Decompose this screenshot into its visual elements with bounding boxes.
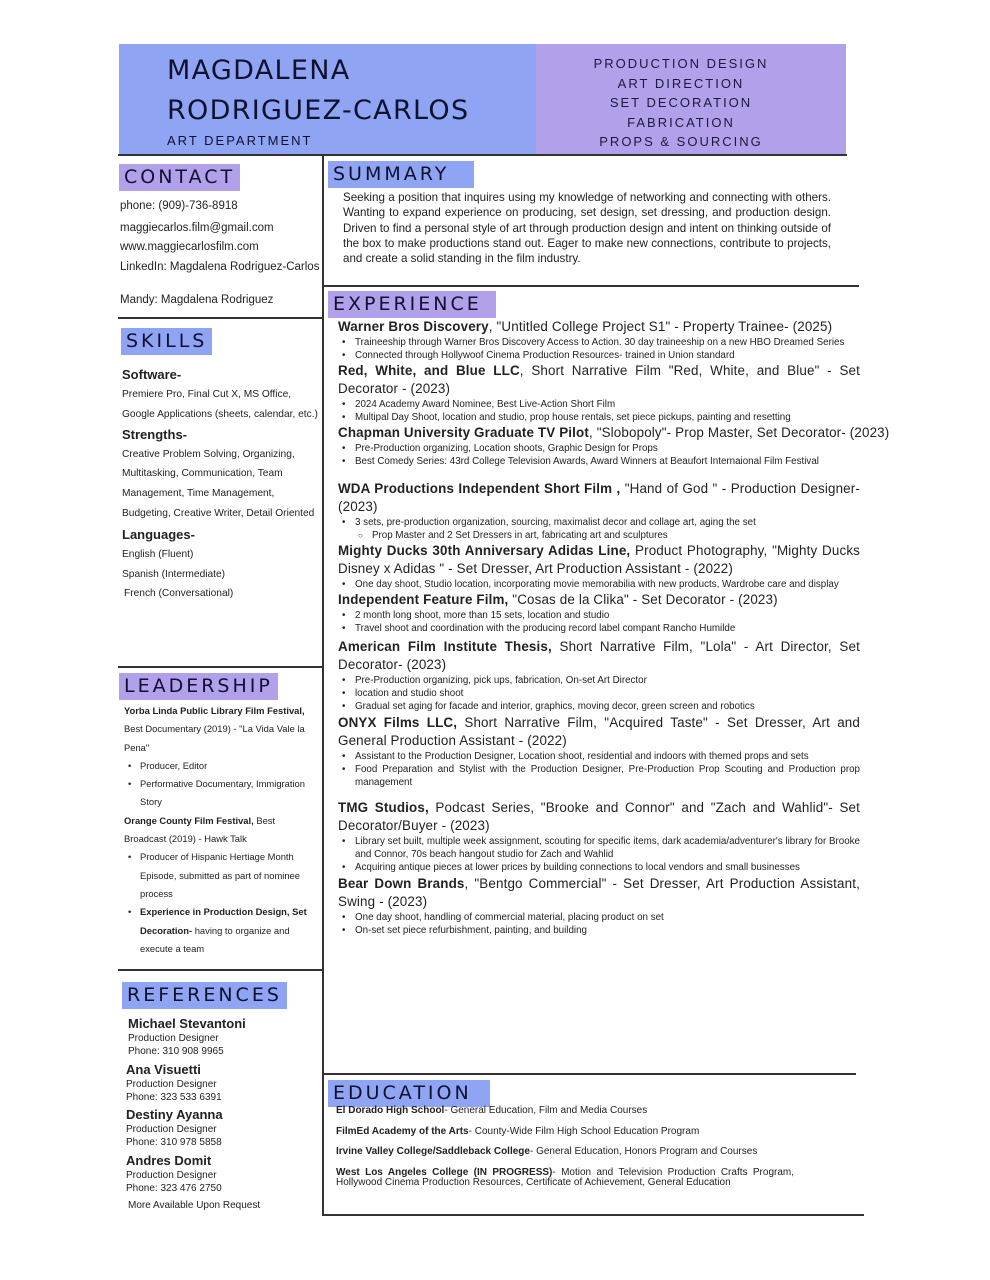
job-title: WDA Productions Independent Short Film , "Hand of God " - Production Designer- (2023) [338, 481, 860, 514]
experience-heading: EXPERIENCE [328, 291, 496, 318]
job-title: Chapman University Graduate TV Pilot, "Slobopoly"- Prop Master, Set Decorator- (2023) [338, 425, 890, 440]
role-item: PROPS & SOURCING [599, 134, 763, 150]
strengths-heading: Strengths- [122, 426, 187, 442]
job-bullet: • location and studio shoot [338, 687, 860, 700]
leadership-entry: Yorba Linda Public Library Film Festival, Best Documentary (2019) - "La Vida Vale la Pena" [124, 705, 305, 753]
bottom-divider [322, 1214, 864, 1216]
experience-section [338, 318, 890, 937]
department-label: ART DEPARTMENT [167, 133, 313, 148]
education-entry: El Dorado High School- General Education, Film and Media Courses [336, 1105, 648, 1116]
contact-divider [118, 317, 324, 319]
job-sub-bullet: ○ Prop Master and 2 Set Dressers in art, fabricating art and sculptures [338, 529, 860, 542]
leadership-divider [118, 969, 324, 971]
job-title: Red, White, and Blue LLC, Short Narrative Film "Red, White, and Blue" - Set Decorator - (2023) [338, 363, 860, 396]
leadership-bullet: • Experience in Production Design, Set Decoration- having to organize and execute a team [124, 903, 314, 958]
job-title: Warner Bros Discovery, "Untitled College Project S1" - Property Trainee- (2025) [338, 319, 833, 334]
column-divider [322, 154, 324, 1216]
strengths-text: Creative Problem Solving, Organizing, Multitasking, Communication, Team Management, Time Management, Budgeting, Creative Writer, Detail Oriented [122, 448, 315, 519]
language-item: French (Conversational) [124, 588, 234, 600]
name-last: RODRIGUEZ-CARLOS [167, 95, 470, 126]
reference-entry: Michael Stevantoni Production Designer Phone: 310 908 9965 [128, 1016, 246, 1057]
leadership-bullet: • Producer of Hispanic Hertiage Month Episode, submitted as part of nominee process [124, 848, 314, 903]
reference-entry: Destiny Ayanna Production Designer Phone: 310 978 5858 [126, 1107, 223, 1148]
summary-text: Seeking a position that inquires using my knowledge of networking and connecting with others. Wanting to expand experience on producing, set design, set dressing, and production design. Driven to find a personal style of art through production design and intent on thinking outside of the box to make productions stand out. Eager to make new connections, contribute to projects, and create a solid standing in the film industry. [343, 191, 831, 266]
leadership-section [124, 702, 314, 958]
job-bullet: • Travel shoot and coordination with the producing record label compant Rancho Humilde [338, 622, 860, 635]
languages-heading: Languages- [122, 526, 195, 542]
references-more: More Available Upon Request [128, 1200, 261, 1211]
job-bullet: • Pre-Production organizing, pick ups, fabrication, On-set Art Director [338, 674, 860, 687]
header-name-block [119, 44, 536, 154]
leadership-entry: Orange County Film Festival, Best Broadcast (2019) - Hawk Talk [124, 814, 276, 845]
contact-linkedin[interactable]: LinkedIn: Magdalena Rodriguez-Carlos [120, 261, 320, 273]
job-bullet: • Best Comedy Series: 43rd College Television Awards, Award Winners at Beaufort Internaional Film Festival [338, 455, 898, 468]
job-bullet: • Gradual set aging for facade and interior, graphics, moving decor, green screen and robotics [338, 700, 860, 713]
role-item: SET DECORATION [609, 95, 753, 111]
job-bullet: • 3 sets, pre-production organization, sourcing, maximalist decor and collage art, aging the set [338, 516, 860, 529]
job-bullet: • Multipal Day Shoot, location and studio, prop house rentals, set piece pickups, painting and resetting [338, 411, 860, 424]
summary-divider [324, 285, 859, 287]
job-bullet: • Library set built, multiple week assignment, scouting for specific items, dark academia/adventurer's library for Brooke and Connor, 70s beach hangout studio for Zach and Wahlid [338, 835, 860, 861]
job-title: ONYX Films LLC, Short Narrative Film, "Acquired Taste" - Set Dresser, Art and General Production Assistant - (2022) [338, 715, 860, 748]
job-bullet: • Acquiring antique pieces at lower prices by building connections to local vendors and small businesses [338, 861, 860, 874]
job-bullet: • 2 month long shoot, more than 15 sets, location and studio [338, 609, 860, 622]
leadership-heading: LEADERSHIP [119, 673, 278, 700]
reference-entry: Andres Domit Production Designer Phone: 323 476 2750 [126, 1153, 222, 1194]
job-title: Bear Down Brands, "Bentgo Commercial" - Set Dresser, Art Production Assistant, Swing - (2023) [338, 876, 860, 909]
language-item: English (Fluent) [122, 548, 194, 560]
contact-mandy[interactable]: Mandy: Magdalena Rodriguez [120, 294, 274, 306]
header-divider [118, 154, 847, 156]
language-item: Spanish (Intermediate) [122, 568, 226, 580]
role-item: ART DIRECTION [617, 75, 745, 91]
education-heading: EDUCATION [328, 1080, 490, 1107]
software-text: Premiere Pro, Final Cut X, MS Office, Google Applications (sheets, calendar, etc.) [122, 389, 318, 420]
role-item: FABRICATION [627, 114, 735, 130]
job-bullet: • Connected through Hollywoof Cinema Production Resources- trained in Union standard [338, 349, 860, 362]
job-bullet: • One day shoot, Studio location, incorporating movie memorabilia with new products, Wardrobe care and display [338, 578, 860, 591]
skills-section [122, 362, 322, 604]
job-title: TMG Studios, Podcast Series, "Brooke and Connor" and "Zach and Wahlid"- Set Decorator/Buyer - (2023) [338, 800, 861, 833]
education-entry: West Los Angeles College (IN PROGRESS)- Motion and Television Production Crafts Program, Hollywood Cinema Production Resources, Certificate of Achievement, General Education [336, 1166, 795, 1188]
job-bullet: • On-set set piece refurbishment, painting, and building [338, 924, 860, 937]
skills-heading: SKILLS [121, 328, 212, 355]
reference-entry: Ana Visuetti Production Designer Phone: 323 533 6391 [126, 1062, 222, 1103]
skills-divider [118, 666, 324, 668]
summary-heading: SUMMARY [328, 161, 474, 188]
roles-list [536, 54, 826, 152]
job-bullet: • One day shoot, handling of commercial material, placing product on set [338, 911, 860, 924]
leadership-bullet: • Performative Documentary, Immigration Story [124, 775, 314, 812]
role-item: PRODUCTION DESIGN [593, 56, 769, 71]
education-entry: FilmEd Academy of the Arts- County-Wide Film High School Education Program [336, 1125, 700, 1137]
contact-website[interactable]: www.maggiecarlosfilm.com [120, 241, 259, 253]
education-entry: Irvine Valley College/Saddleback College- General Education, Honors Program and Courses [336, 1146, 758, 1157]
name-first: MAGDALENA [167, 55, 351, 86]
leadership-bullet: • Producer, Editor [124, 757, 314, 775]
job-title: American Film Institute Thesis, Short Narrative Film, "Lola" - Art Director, Set Decorator- (2023) [338, 639, 860, 672]
job-bullet: • Food Preparation and Stylist with the Production Designer, Pre-Production Prop Scouting and Production prop management [338, 763, 860, 789]
contact-email[interactable]: maggiecarlos.film@gmail.com [120, 222, 274, 234]
experience-divider [324, 1073, 856, 1075]
contact-phone: phone: (909)-736-8918 [120, 200, 238, 212]
contact-heading: CONTACT [119, 164, 240, 191]
job-bullet: • Pre-Production organizing, Location shoots, Graphic Design for Props [338, 442, 860, 455]
header-roles-block [536, 44, 846, 154]
job-title: Mighty Ducks 30th Anniversary Adidas Line, Product Photography, "Mighty Ducks Disney x Adidas " - Set Dresser, Art Production Assistant - (2022) [338, 543, 861, 576]
education-section [336, 1106, 794, 1199]
references-heading: REFERENCES [122, 982, 287, 1009]
job-bullet: • Assistant to the Production Designer, Location shoot, residential and indoors with themed props and sets [338, 750, 860, 763]
job-bullet: • 2024 Academy Award Nominee, Best Live-Action Short Film [338, 398, 860, 411]
job-bullet: • Traineeship through Warner Bros Discovery Access to Action. 30 day traineeship on a new HBO Dreamed Series [338, 336, 860, 349]
job-title: Independent Feature Film, "Cosas de la Clika" - Set Decorator - (2023) [338, 592, 778, 607]
software-heading: Software- [122, 367, 182, 382]
